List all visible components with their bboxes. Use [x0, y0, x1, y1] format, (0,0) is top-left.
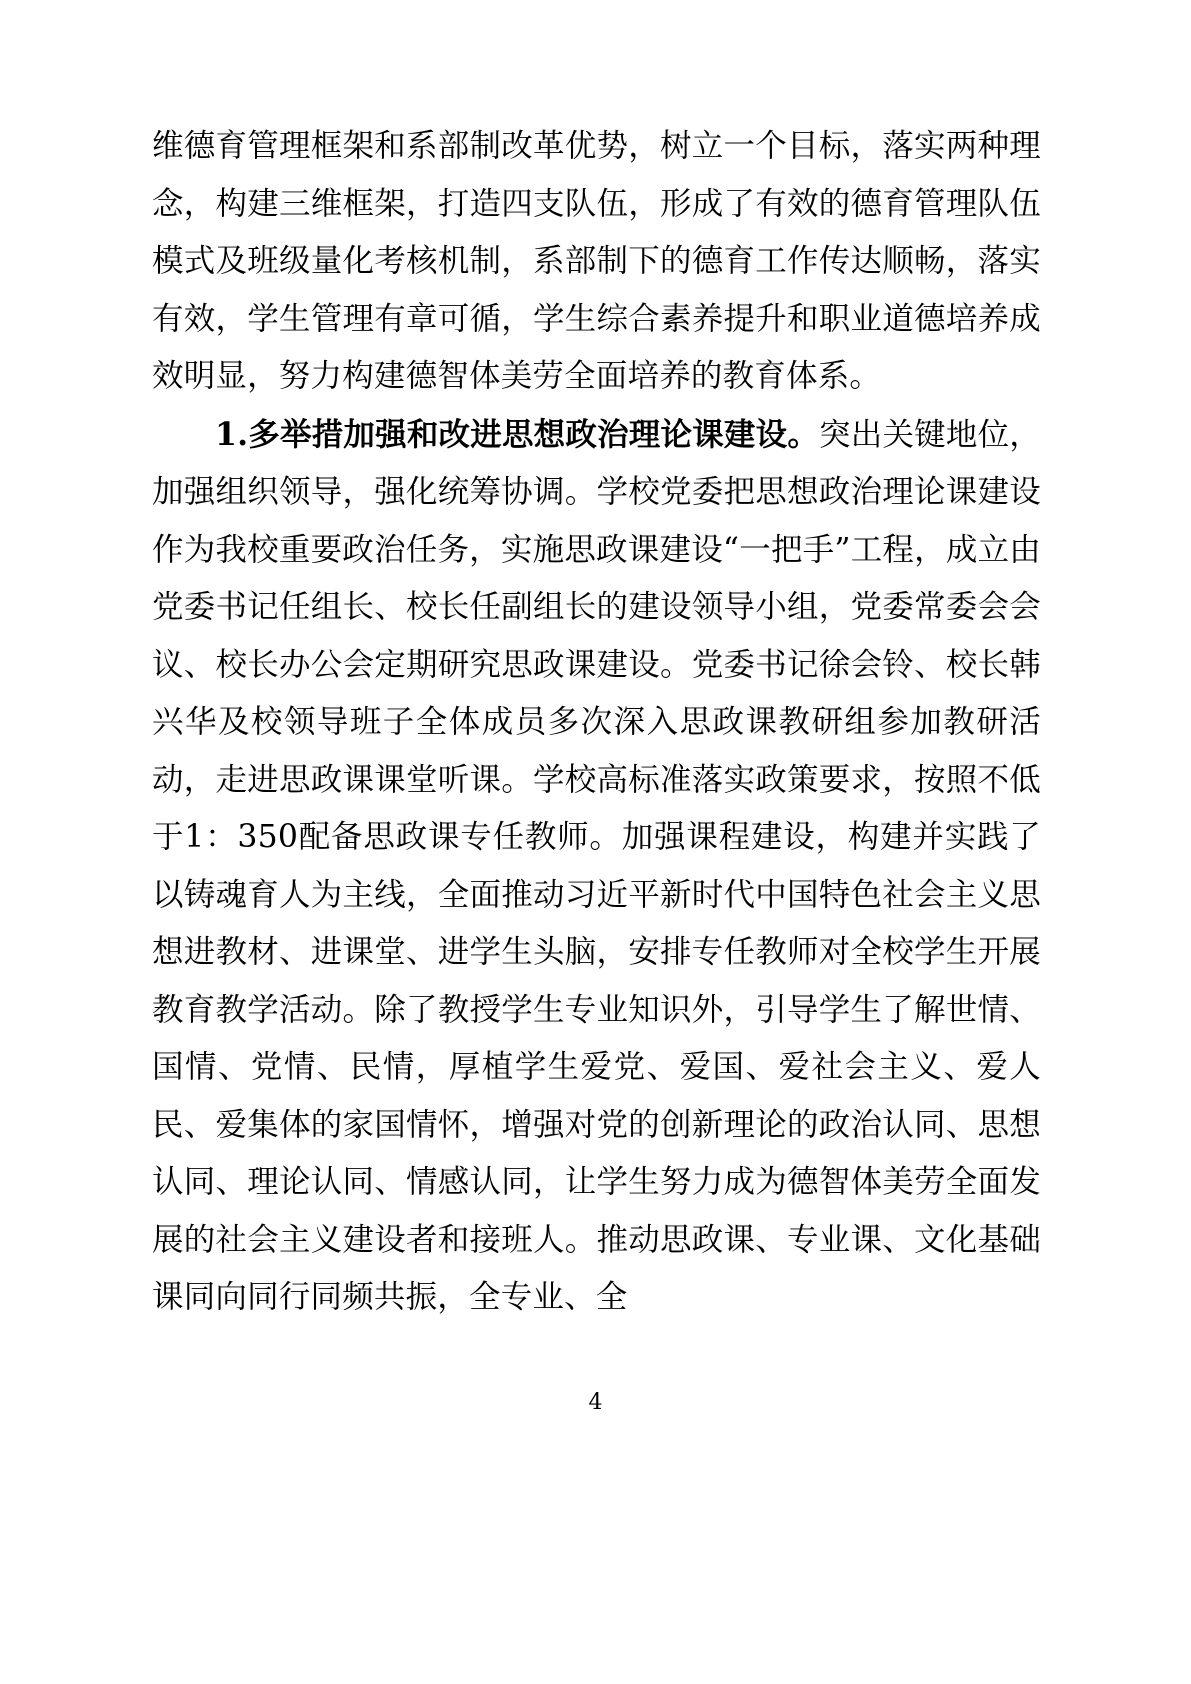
section-body-1: 突出关键地位，加强组织领导，强化统筹协调。学校党委把思想政治理论课建设作为我校重要政治任务，实施思政课建设“一把手”工程，成立由党委书记任组长、校长任副组长的建设领导小组，党委常委会会议、校长办公会定期研究思政课建设。党委书记徐会铃、校长韩兴华及校领导班子全体成员多次深入思政课教研组参加教研活动，走进思政课课堂听课。学校高标准落实政策要求，按照不低于1：350配备思政课专任教师。加强课程建设，构建并实践了以铸魂育人为主线，全面推动习近平新时代中国特色社会主义思想进教材、进课堂、进学生头脑，安排专任教师对全校学生开展教育教学活动。除了教授学生专业知识外，引导学生了解世情、国情、党情、民情，厚植学生爱党、爱国、爱社会主义、爱人民、爱集体的家国情怀，增强对党的创新理论的政治认同、思想认同、理论认同、情感认同，让学生努力成为德智体美劳全面发展的社会主义建设者和接班人。推动思政课、专业课、文化基础课同向同行同频共振，全专业、全	[152, 416, 1041, 1315]
document-body	[152, 118, 1041, 1327]
section-heading-1: 1.多举措加强和改进思想政治理论课建设。	[215, 415, 820, 453]
page-number: 4	[588, 1390, 603, 1415]
paragraph-continuation: 维德育管理框架和系部制改革优势，树立一个目标，落实两种理念，构建三维框架，打造四支队伍，形成了有效的德育管理队伍模式及班级量化考核机制，系部制下的德育工作传达顺畅，落实有效，学生管理有章可循，学生综合素养提升和职业道德培养成效明显，努力构建德智体美劳全面培养的教育体系。	[152, 128, 1041, 394]
paragraph-section-1	[152, 406, 1041, 1327]
